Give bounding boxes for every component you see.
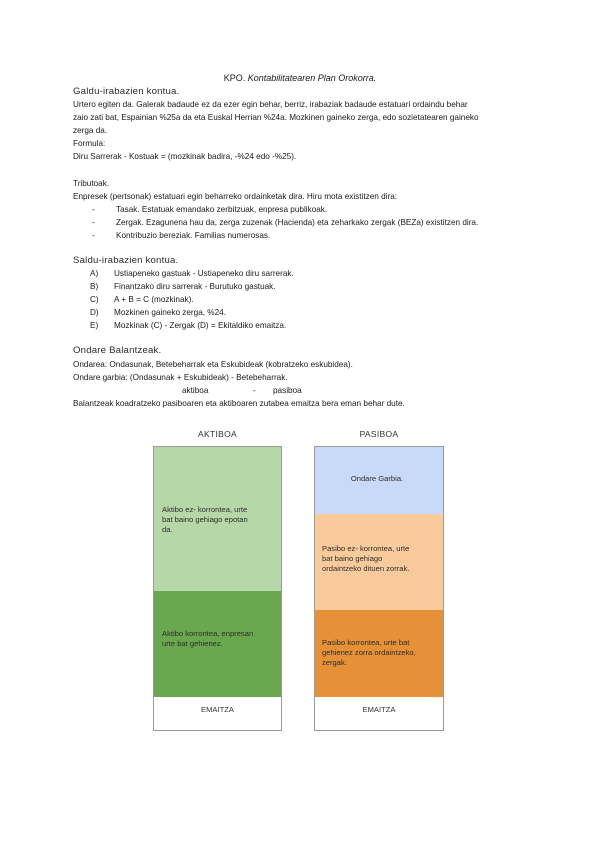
list-marker: A)	[90, 269, 99, 278]
list-text: Zergak. Ezagunena hau da, zerga zuzenak (Hacienda) eta zeharkako zergak (BEZa) existitzen dira.	[116, 218, 479, 227]
equation-right: pasiboa	[273, 386, 302, 395]
block-line: bat baino gehiago	[322, 554, 383, 563]
pasiboa-column	[314, 446, 444, 731]
block-line: Aktibo ez- korrontea, urte	[162, 505, 248, 514]
aktiboa-title: AKTIBOA	[198, 429, 237, 439]
heading-galdu-irabazien: Galdu-irabazien kontua.	[73, 86, 180, 97]
aktiboa-emaitza: EMAITZA	[201, 705, 234, 714]
ondare-garbia-block	[315, 447, 443, 514]
block-line: gehienez zorra ordaintzeko,	[322, 648, 416, 657]
list-marker: B)	[90, 282, 99, 291]
block-line: da.	[162, 525, 173, 534]
list-marker: D)	[90, 308, 99, 317]
list-marker: -	[92, 231, 95, 240]
galdu-line-1: Urtero egiten da. Galerak badaude ez da ezer egin behar, berriz, irabaziak badaude estatuari ordaindu behar	[73, 100, 468, 109]
pasiboa-title: PASIBOA	[359, 429, 399, 439]
formula-text: Diru Sarrerak - Kostuak = (mozkinak badira, -%24 edo -%25).	[73, 152, 297, 161]
ondare-line-3: Balantzeak koadratzeko pasiboaren eta aktiboaren zutabea emaitza bera eman behar dute.	[73, 399, 405, 408]
ondare-line-1: Ondarea: Ondasunak, Betebeharrak eta Eskubideak (kobratzeko eskubidea).	[73, 360, 353, 369]
block-line: Pasibo korrontea, urte bat	[322, 638, 410, 647]
saldu-item-b	[90, 282, 276, 292]
galdu-line-3: zerga da.	[73, 126, 108, 135]
equation-separator: -	[253, 386, 256, 395]
list-marker: -	[92, 218, 95, 227]
list-text: Ustiapeneko gastuak - Ustiapeneko diru sarrerak.	[114, 269, 294, 278]
saldu-item-c	[90, 295, 194, 305]
heading-tributoak: Tributoak.	[73, 179, 110, 188]
saldu-item-a	[90, 269, 294, 279]
pasibo-korrontea-block	[315, 610, 443, 697]
heading-ondare-balantzeak: Ondare Balantzeak.	[73, 345, 162, 356]
tributo-item-tasak	[92, 205, 327, 215]
list-text: Tasak. Estatuak emandako zerbitzuak, enpresa publikoak.	[116, 205, 328, 214]
list-text: Mozkinak (C) - Zergak (D) = Ekitaldiko emaitza.	[114, 321, 287, 330]
block-line: Ondare Garbia.	[350, 474, 404, 483]
list-text: Finantzako diru sarrerak - Burutuko gastuak.	[114, 282, 276, 291]
tributo-intro: Enpresek (pertsonak) estatuari egin beharreko ordainketak dira. Hiru mota existitzen dira:	[73, 192, 398, 201]
list-text: Kontribuzio bereziak. Familias numerosas.	[116, 231, 271, 240]
block-line: bat baino gehiago epotan	[162, 515, 248, 524]
equation-left: aktiboa	[182, 386, 209, 395]
aktibo-korrontea-block	[154, 591, 281, 697]
block-line: Pasibo ez- korrontea, urte	[322, 544, 410, 553]
block-line: urte bat gehienez.	[162, 639, 223, 648]
block-line: Aktibo korrontea, enpresan	[162, 629, 254, 638]
ondare-line-2: Ondare garbia: (Ondasunak + Eskubideak) - Betebeharrak.	[73, 373, 288, 382]
tributo-item-zergak	[92, 218, 478, 228]
list-marker: C)	[90, 295, 99, 304]
document-title	[0, 73, 600, 83]
saldu-item-d	[90, 308, 226, 318]
pasibo-ez-korrontea-block	[315, 514, 443, 610]
aktibo-ez-korrontea-block	[154, 447, 281, 591]
saldu-item-e	[90, 321, 286, 331]
block-line: zergak.	[322, 658, 347, 667]
heading-saldu-irabazien: Saldu-irabazien kontua.	[73, 255, 179, 266]
tributo-item-kontribuzio	[92, 231, 270, 241]
pasiboa-emaitza: EMAITZA	[362, 705, 396, 714]
list-marker: -	[92, 205, 95, 214]
title-prefix: KPO.	[223, 73, 246, 83]
list-marker: E)	[90, 321, 99, 330]
title-italic: Kontabilitatearen Plan Orokorra.	[247, 73, 377, 83]
list-text: A + B = C (mozkinak).	[114, 295, 194, 304]
galdu-line-2: zaio zati bat, Espainian %25a da eta Euskal Herrian %24a. Mozkinen gaineko zerga, edo sozietatearen gaineko	[73, 113, 479, 122]
formula-label: Formula:	[73, 139, 106, 148]
list-text: Mozkinen gaineko zerga, %24.	[114, 308, 226, 317]
block-line: ordaintzeko dituen zorrak.	[322, 564, 410, 573]
aktiboa-column	[153, 446, 282, 731]
